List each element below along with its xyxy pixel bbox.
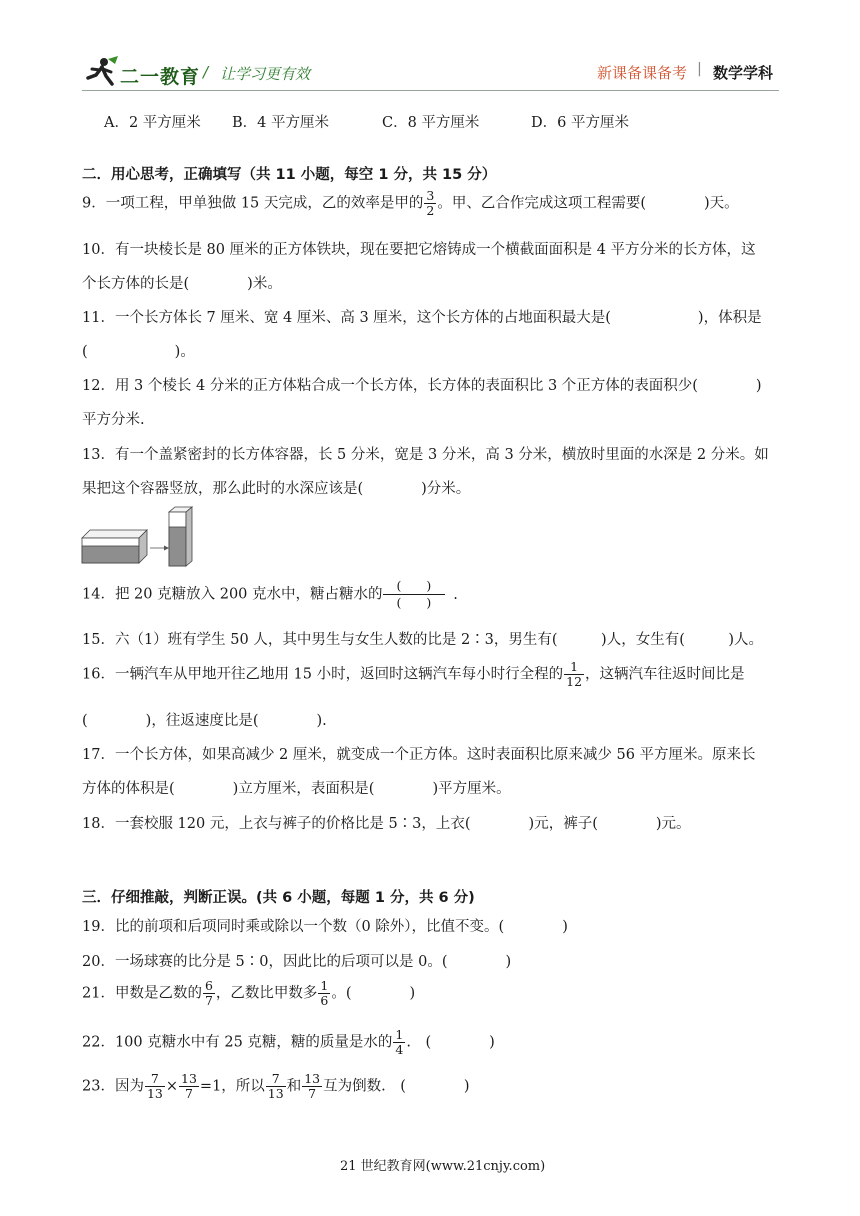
question-10-line2: 个长方体的长是( )米。 bbox=[82, 276, 282, 292]
question-10-line1: 10．有一块棱长是 80 厘米的正方体铁块，现在要把它熔铸成一个横截面面积是 4 平方分米的长方体，这 bbox=[82, 242, 756, 258]
option-c: C．8 平方厘米 bbox=[382, 115, 480, 131]
question-13-line1: 13．有一个盖紧密封的长方体容器，长 5 分米，宽是 3 分米，高 3 分米，横放时里面的水深是 2 分米。如 bbox=[82, 447, 769, 463]
question-9: 9．一项工程，甲单独做 15 天完成，乙的效率是甲的 $\frac{3}{2}$ 。甲、乙合作完成这项工程需要( )天。 bbox=[82, 188, 739, 218]
page-footer: 21 世纪教育网(www.21cnjy.com) bbox=[340, 1159, 546, 1174]
section-3-title: 三．仔细推敲，判断正误。(共 6 小题，每题 1 分，共 6 分) bbox=[82, 890, 475, 906]
option-d: D．6 平方厘米 bbox=[531, 115, 629, 131]
vertical-container bbox=[169, 507, 192, 566]
question-13-line2: 果把这个容器竖放，那么此时的水深应该是( )分米。 bbox=[82, 481, 471, 497]
runner-logo-icon bbox=[82, 56, 120, 88]
question-11-line1: 11．一个长方体长 7 厘米、宽 4 厘米、高 3 厘米，这个长方体的占地面积最大是( )，体积是 bbox=[82, 310, 762, 326]
question-22: 22．100 克糖水中有 25 克糖，糖的质量是水的 $\frac{1}{4}$ . ( ) bbox=[82, 1027, 495, 1057]
section-2-title: 二．用心思考，正确填写（共 11 小题，每空 1 分，共 15 分） bbox=[82, 167, 497, 183]
question-23: 23．因为 $\frac{7}{13}$ × $\frac{13}{7}$ =1，所以 $\frac{7}{13}$ 和 $\frac{13}{7}$ 互为倒数. ( ) bbox=[82, 1071, 470, 1101]
question-18: 18．一套校服 120 元，上衣与裤子的价格比是 5∶3，上衣( )元，裤子( )元。 bbox=[82, 816, 691, 832]
container-figure bbox=[80, 506, 196, 568]
horizontal-container bbox=[82, 530, 147, 563]
question-21: 21．甲数是乙数的 $\frac{6}{7}$ ，乙数比甲数多 $\frac{1}{6}$ 。( ) bbox=[82, 978, 416, 1008]
logo-text: 二一教育 bbox=[120, 66, 201, 88]
brand-text: 新课备课备考 bbox=[597, 64, 688, 82]
header-divider bbox=[82, 90, 779, 91]
arrow-icon bbox=[150, 546, 169, 551]
question-16-line2: ( )，往返速度比是( ). bbox=[82, 713, 327, 729]
question-17-line2: 方体的体积是( )立方厘米，表面积是( )平方厘米。 bbox=[82, 781, 511, 797]
header-separator: | bbox=[697, 61, 702, 77]
question-17-line1: 17．一个长方体，如果高减少 2 厘米，就变成一个正方体。这时表面积比原来减少 56 平方厘米。原来长 bbox=[82, 747, 756, 763]
question-16: 16．一辆汽车从甲地开往乙地用 15 小时，返回时这辆汽车每小时行全程的 $\frac{1}{12}$ ，这辆汽车往返时间比是 bbox=[82, 659, 745, 689]
question-12-line1: 12．用 3 个棱长 4 分米的正方体粘合成一个长方体，长方体的表面积比 3 个正方体的表面积少( ) bbox=[82, 378, 762, 394]
subject-text: 数学学科 bbox=[713, 64, 774, 82]
question-14: 14．把 20 克糖放入 200 克水中，糖占糖水的 $\frac{( )}{( )}$ . bbox=[82, 578, 458, 610]
option-b: B．4 平方厘米 bbox=[232, 115, 329, 131]
question-19: 19．比的前项和后项同时乘或除以一个数（0 除外），比值不变。( ) bbox=[82, 919, 568, 935]
question-11-line2: ( )。 bbox=[82, 344, 195, 360]
question-15: 15．六（1）班有学生 50 人，其中男生与女生人数的比是 2∶3，男生有( )人，女生有( )人。 bbox=[82, 632, 764, 648]
question-12-line2: 平方分米. bbox=[82, 412, 145, 428]
slash-divider: / bbox=[203, 63, 209, 81]
option-a: A．2 平方厘米 bbox=[104, 115, 201, 131]
question-20: 20．一场球赛的比分是 5∶0，因此比的后项可以是 0。( ) bbox=[82, 954, 512, 970]
slogan: 让学习更有效 bbox=[220, 65, 311, 83]
